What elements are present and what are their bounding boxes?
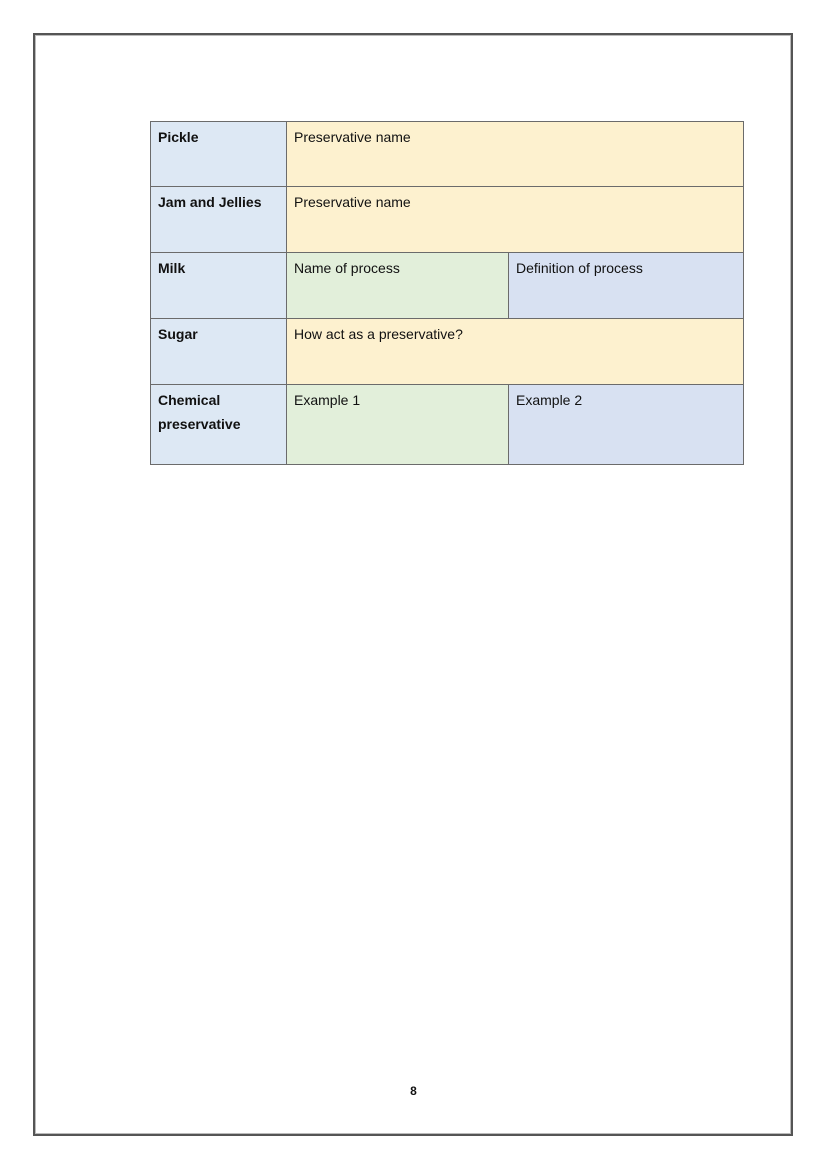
- page-number: 8: [410, 1084, 417, 1098]
- cell-milk-definition-of-process[interactable]: Definition of process: [509, 253, 744, 319]
- row-label-milk: Milk: [151, 253, 287, 319]
- cell-pickle-preservative-name[interactable]: Preservative name: [287, 122, 744, 187]
- table-row-chemical-preservative: [151, 385, 744, 465]
- row-label-pickle: Pickle: [151, 122, 287, 187]
- table-row-sugar: [151, 319, 744, 385]
- preservation-table: [150, 121, 744, 465]
- cell-milk-name-of-process[interactable]: Name of process: [287, 253, 509, 319]
- table-row-pickle: [151, 122, 744, 187]
- cell-jam-preservative-name[interactable]: Preservative name: [287, 187, 744, 253]
- table-row-milk: [151, 253, 744, 319]
- row-label-sugar: Sugar: [151, 319, 287, 385]
- row-label-chemical-preservative: Chemical preservative: [151, 385, 287, 465]
- cell-chemical-example-1[interactable]: Example 1: [287, 385, 509, 465]
- cell-sugar-how-act[interactable]: How act as a preservative?: [287, 319, 744, 385]
- table-row-jam-and-jellies: [151, 187, 744, 253]
- row-label-jam-and-jellies: Jam and Jellies: [151, 187, 287, 253]
- cell-chemical-example-2[interactable]: Example 2: [509, 385, 744, 465]
